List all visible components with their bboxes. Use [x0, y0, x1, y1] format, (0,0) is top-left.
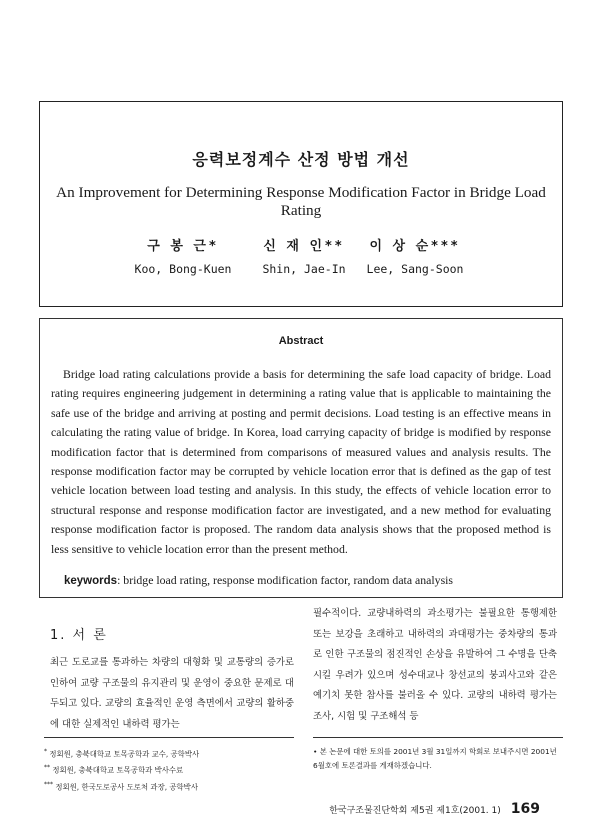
journal-info: 한국구조물진단학회 제5권 제1호(2001. 1): [329, 806, 501, 816]
footnote-divider-right: [313, 737, 563, 738]
keywords-list: : bridge load rating, response modification factor, random data analysis: [117, 573, 454, 587]
author-name-ko: 이 상 순***: [369, 239, 461, 254]
author-name-en: Koo, Bong-Kuen: [134, 262, 232, 276]
footnote-item: * 정회원, 충북대학교 토목공학과 교수, 공학박사: [44, 748, 200, 759]
left-column-text: 최근 도로교를 통과하는 차량의 대형화 및 교통량의 증가로 인하여 교량 구조물의 유지관리 및 운영이 중요한 문제로 대두되고 있다. 교량의 효율적인 운영 측면에서 교량의 활하중에 대한 실제적인 내하력 평가는: [50, 657, 294, 730]
section-heading: 1. 서 론: [50, 628, 108, 643]
english-title: An Improvement for Determining Response Modification Factor in Bridge Load Rating: [56, 184, 546, 219]
abstract-box: [39, 318, 563, 598]
korean-title: 응력보정계수 산정 방법 개선: [192, 150, 410, 169]
keywords-line: [64, 573, 453, 588]
author-name-en: Lee, Sang-Soon: [366, 262, 464, 276]
page-number: 169: [510, 801, 540, 817]
affiliation-footnotes: [44, 745, 294, 794]
author-name-en: Shin, Jae-In: [262, 262, 346, 276]
author-name-ko: 구 봉 근*: [147, 239, 219, 254]
footnote-divider-left: [44, 737, 294, 738]
footnote-item: *** 정회원, 한국도로공사 도로처 과장, 공학박사: [44, 780, 198, 792]
author-name-ko: 신 재 인**: [263, 239, 345, 254]
footnote-item: ** 정회원, 충북대학교 토목공학과 박사수료: [44, 764, 184, 775]
keywords-label: keywords: [64, 575, 118, 587]
discussion-footnote: • 본 논문에 대한 토의를 2001년 3월 31일까지 학회로 보내주시면 2001년 6월호에 토론결과를 게재하겠습니다.: [313, 747, 557, 770]
author-3: [340, 235, 490, 276]
title-box: [39, 101, 563, 307]
page-footer: [329, 801, 540, 817]
abstract-heading: Abstract: [278, 335, 324, 347]
right-column-text: 필수적이다. 교량내하력의 과소평가는 불필요한 통행제한 또는 보강을 초래하고 내하력의 과대평가는 중차량의 통과로 인한 구조물의 점진적인 손상을 유발하여 그 수명을 단축시킬 우려가 있으며 성수대교나 창선교의 붕괴사고와 같은 예기치 못한 참사를 불러올 수 있다. 교량의 내하력 평가는 조사, 시험 및 구조해석 등: [313, 608, 557, 722]
abstract-body: Bridge load rating calculations provide a basis for determining the safe load capacity of bridge. Load rating requires engineering judgement in determining a rating value that is applicable to maintaining the safe use of the bridge and arriving at posting and permit decisions. Load testing is an effective means in calculating the rating value of bridge. In Korea, load carrying capacity of bridge is modified by response modification factor that is determined from comparisons of measured values and analysis results. The response modification factor may be corrupted by vehicle location error that is defined as the gap of test vehicle location between load testing and analysis. In this study, the effects of vehicle location error to structural response and response modification factor are investigated, and a new method for evaluating response modification factor is proposed. The random data analysis shows that the proposed method is less sensitive to vehicle location error than the present method.: [51, 367, 551, 556]
